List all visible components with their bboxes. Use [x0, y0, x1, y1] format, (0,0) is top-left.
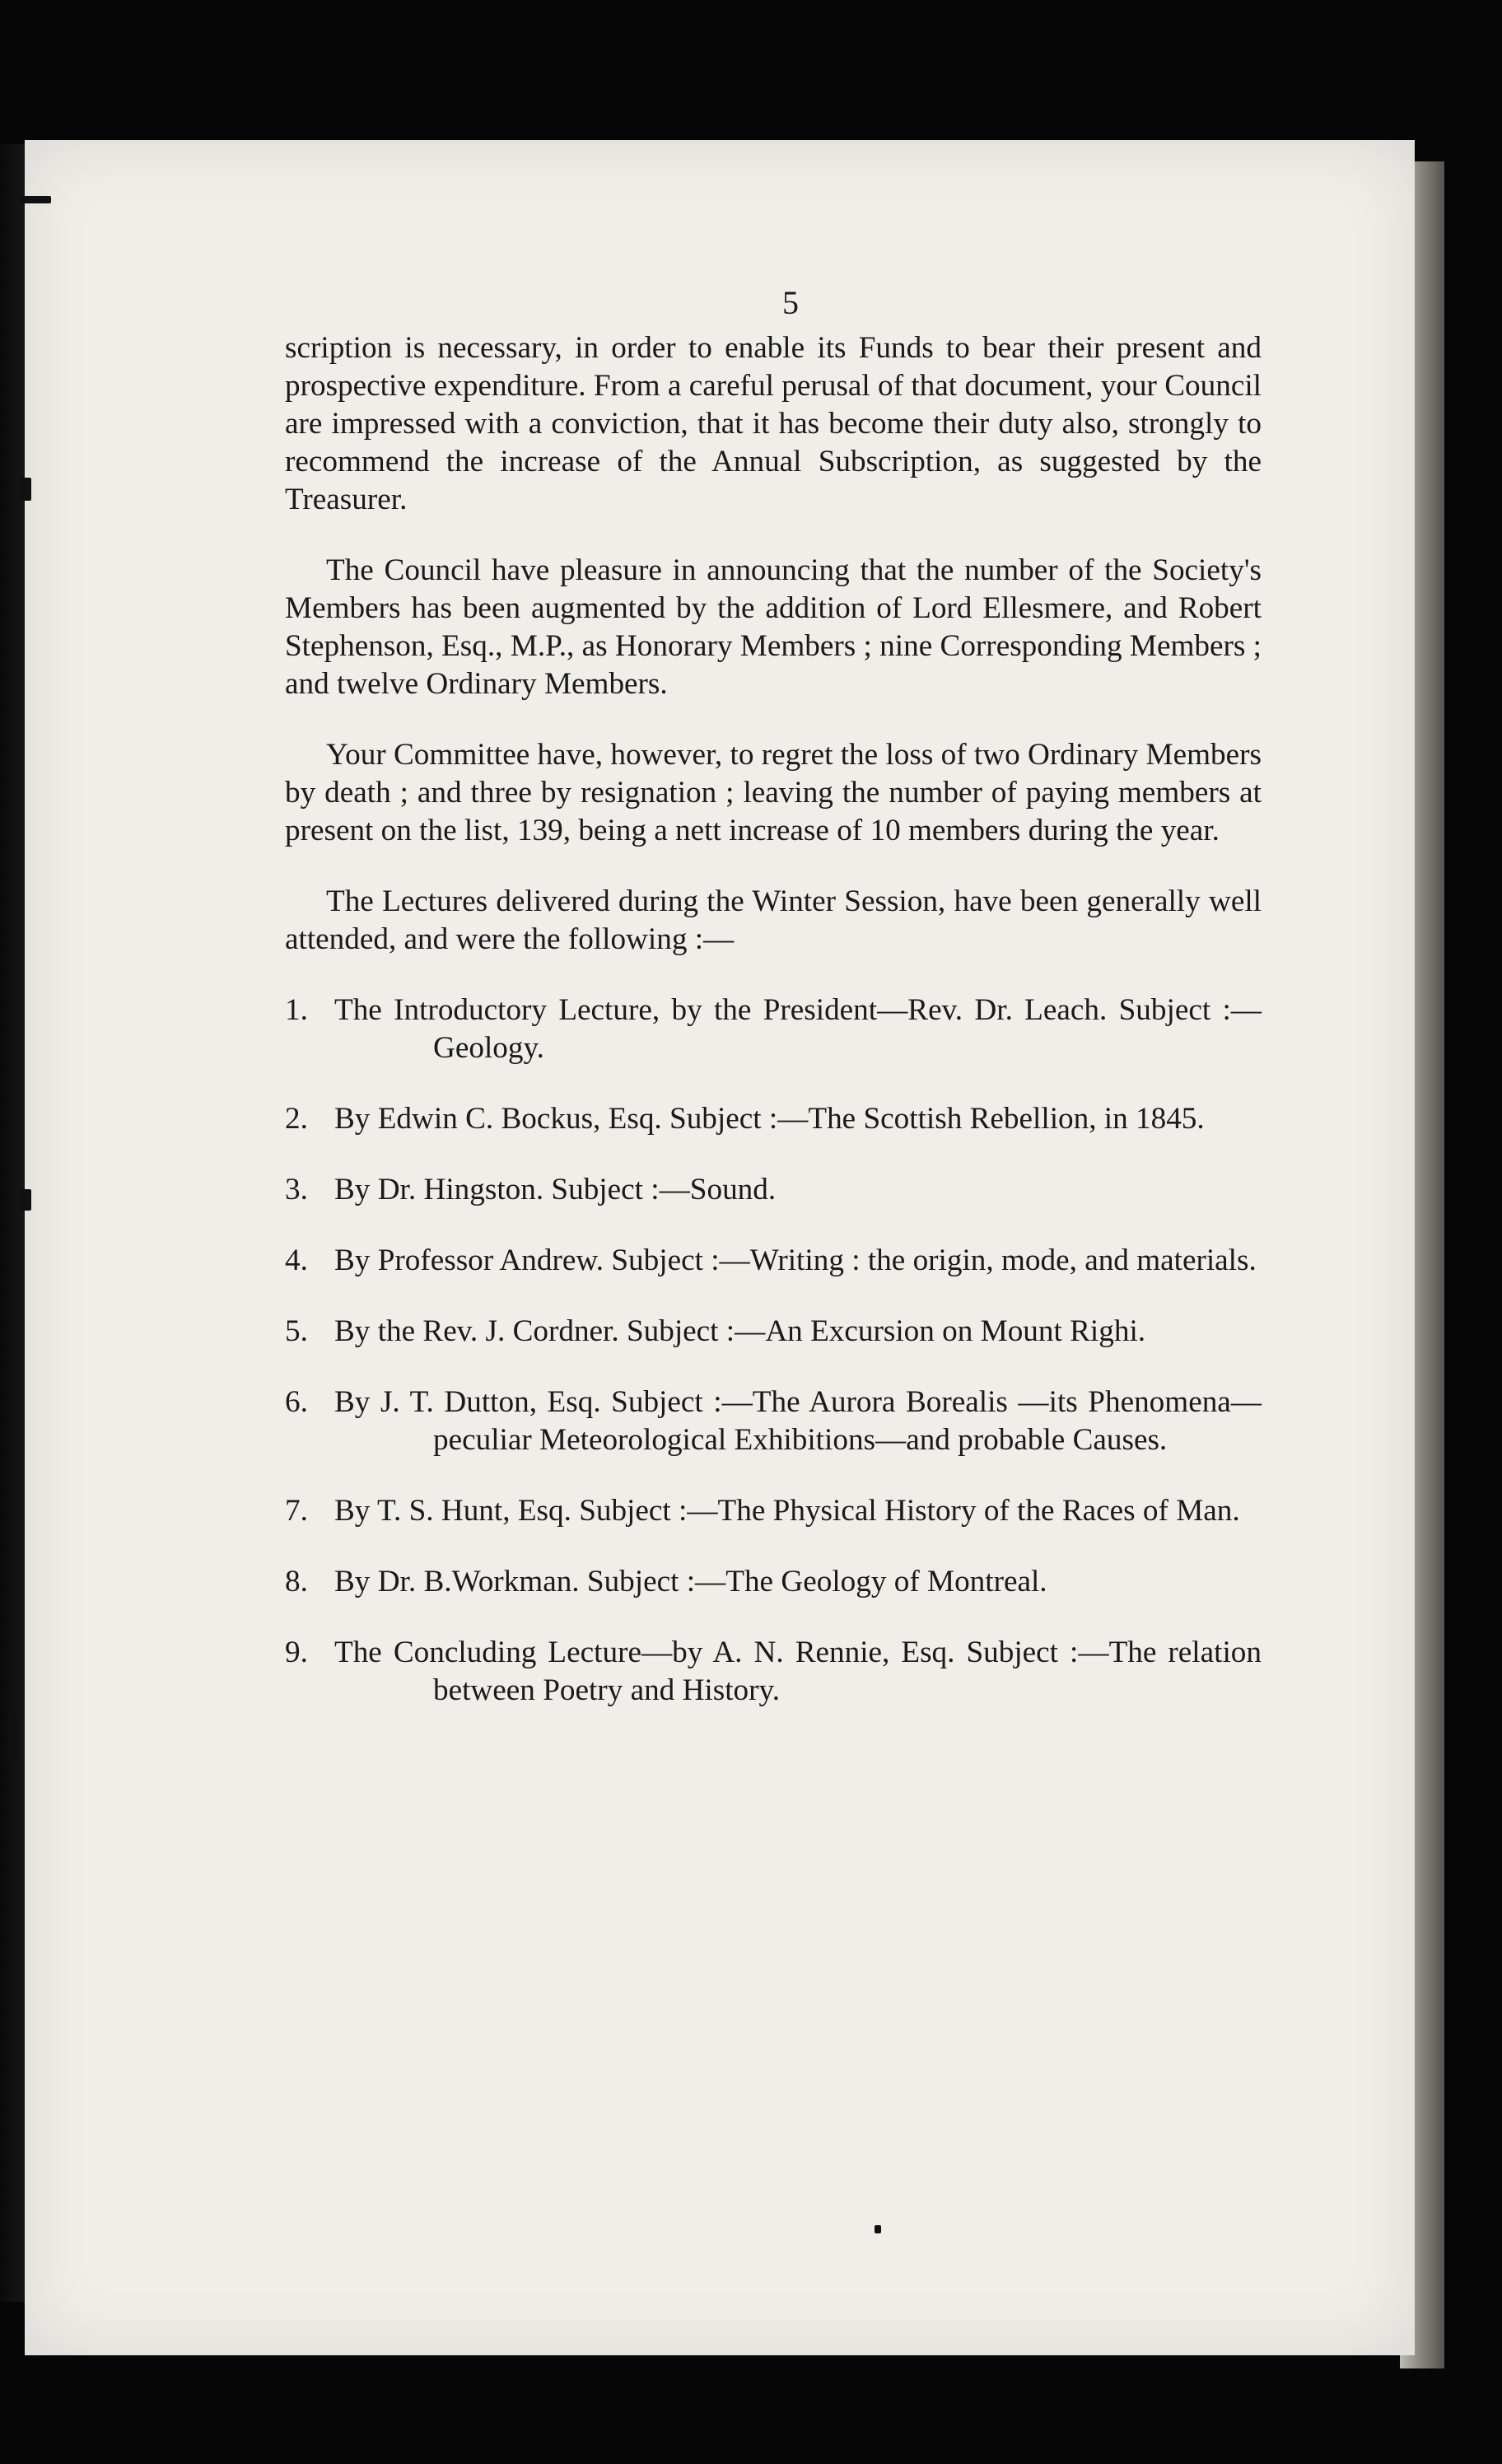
list-number: 5.	[285, 1314, 308, 1348]
list-number: 7.	[285, 1494, 308, 1528]
paragraph: The Council have pleasure in announcing that the number of the Society's Members has been augmented by the addition of Lord Ellesmere, and Robert Stephenson, Esq., M.P., as Honorary Members ; nine Corresponding Members ; and twelve Ordinary Members.	[285, 553, 1262, 701]
lecture-list	[285, 992, 1262, 1710]
page-number: 5	[782, 284, 799, 321]
list-text: By J. T. Dutton, Esq. Subject :—The Aurora Borealis —its Phenomena—peculiar Meteorological Exhibitions—and probable Causes.	[334, 1385, 1262, 1457]
list-number: 3.	[285, 1173, 308, 1206]
list-item	[285, 1492, 1262, 1530]
paragraph: scription is necessary, in order to enable its Funds to bear their present and prospective expenditure. From a careful perusal of that document, your Council are impressed with a conviction, that it has become their duty also, strongly to recommend the increase of the Annual Subscription, as suggested by the Treasurer.	[285, 331, 1262, 516]
list-text: By Dr. B.Workman. Subject :—The Geology of Montreal.	[334, 1565, 1047, 1598]
paragraph: Your Committee have, however, to regret the loss of two Ordinary Members by death ; and three by resignation ; leaving the number of paying members at present on the list, 139, being a nett increase of 10 members during the year.	[285, 738, 1262, 847]
list-number: 1.	[285, 993, 308, 1027]
list-number: 2.	[285, 1102, 308, 1136]
list-text: By Edwin C. Bockus, Esq. Subject :—The Scottish Rebellion, in 1845.	[334, 1102, 1205, 1136]
binding-mark	[20, 478, 31, 501]
list-item	[285, 1100, 1262, 1138]
list-item	[285, 992, 1262, 1067]
list-text: By the Rev. J. Cordner. Subject :—An Excursion on Mount Righi.	[334, 1314, 1146, 1348]
binding-mark	[18, 196, 51, 203]
list-item	[285, 1242, 1262, 1280]
binding-mark	[8, 1713, 18, 1762]
binding-mark	[20, 1189, 31, 1211]
list-item	[285, 1634, 1262, 1710]
list-number: 6.	[285, 1385, 308, 1419]
page-body	[285, 283, 1262, 1710]
list-number: 4.	[285, 1244, 308, 1277]
list-text: The Introductory Lecture, by the President—Rev. Dr. Leach. Subject :—Geology.	[334, 993, 1262, 1065]
list-number: 8.	[285, 1565, 308, 1598]
list-item	[285, 1171, 1262, 1209]
paragraph: The Lectures delivered during the Winter Session, have been generally well attended, and were the following :—	[285, 884, 1262, 956]
binding-mark	[875, 2225, 881, 2233]
list-item	[285, 1384, 1262, 1459]
list-item	[285, 1563, 1262, 1601]
list-text: By Professor Andrew. Subject :—Writing : the origin, mode, and materials.	[334, 1244, 1257, 1277]
list-text: By Dr. Hingston. Subject :—Sound.	[334, 1173, 777, 1206]
list-item	[285, 1313, 1262, 1351]
list-number: 9.	[285, 1636, 308, 1669]
list-text: The Concluding Lecture—by A. N. Rennie, Esq. Subject :—The relation between Poetry and History.	[334, 1636, 1262, 1707]
list-text: By T. S. Hunt, Esq. Subject :—The Physical History of the Races of Man.	[334, 1494, 1240, 1528]
